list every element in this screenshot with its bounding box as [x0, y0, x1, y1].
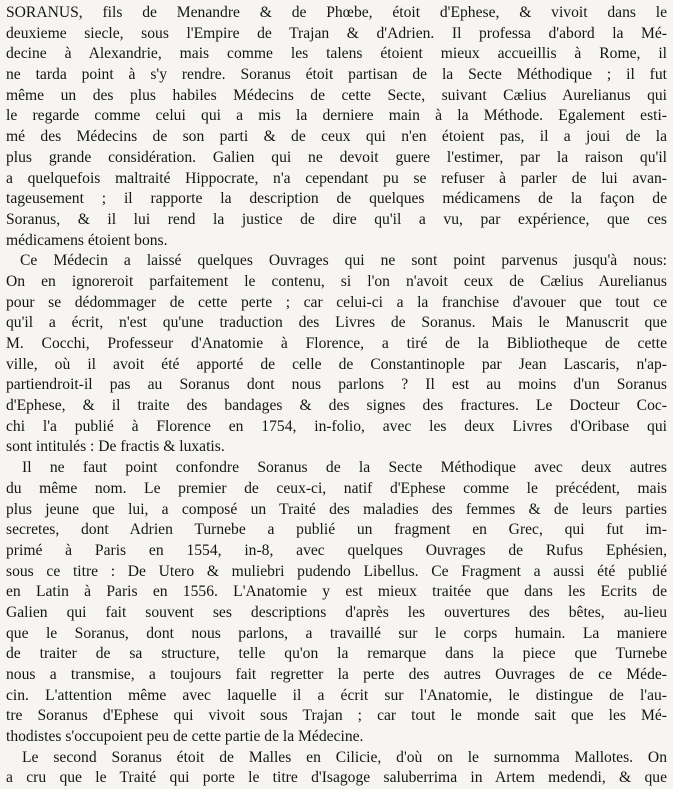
- text-line: chi l'a publié à Florence en 1754, in-folio, avec les deux Livres d'Oribase qui: [6, 417, 667, 435]
- text-line: ne tarda point à s'y rendre. Soranus étoit partisan de la Secte Méthodique ; il fut: [6, 66, 667, 84]
- text-line: primé à Paris en 1554, in-8, avec quelques Ouvrages de Rufus Ephésien,: [6, 541, 667, 559]
- text-line: thodistes s'occupoient peu de cette partie de la Médecine.: [6, 728, 364, 746]
- text-line: a cru que le Traité qui porte le titre d'Isagoge saluberrima in Artem medendi, & que: [6, 769, 667, 787]
- paragraph-3: [6, 458, 667, 748]
- text-line: le regarde comme celui qui a mis la derniere main à la Méthode. Egalement esti-: [6, 107, 667, 125]
- paragraph-2: [6, 251, 667, 458]
- text-line: a quelquefois maltraité Hippocrate, n'a cependant pu se refuser à parler de lui avan-: [6, 169, 667, 187]
- text-line: plus jeune que lui, a composé un Traité des maladies des femmes & de leurs parties: [6, 500, 667, 518]
- paragraph-4: [6, 748, 667, 789]
- text-line: M. Cocchi, Professeur d'Anatomie à Florence, a tiré de la Bibliotheque de cette: [6, 335, 667, 352]
- text-line: sous ce titre : De Utero & muliebri pudendo Libellus. Ce Fragment a aussi été publié: [6, 562, 667, 580]
- text-line: SORANUS, fils de Menandre & de Phœbe, étoit d'Ephese, & vivoit dans le: [6, 4, 667, 21]
- text-line: tre Soranus d'Ephese qui vivoit sous Trajan ; car tout le monde sait que les Mé-: [6, 707, 667, 725]
- text-line: Soranus, & il lui rend la justice de dire qu'il a vu, par expérience, que ces: [6, 210, 667, 228]
- text-line: ville, où il avoit été apporté de celle de Constantinople par Jean Lascaris, n'ap-: [6, 355, 667, 373]
- text-line: partiendroit-il pas au Soranus dont nous parlons ? Il est au moins d'un Soranus: [6, 376, 667, 394]
- text-line: nous a transmise, a toujours fait regretter la perte des autres Ouvrages de ce Méde-: [6, 666, 667, 683]
- text-line: médicamens étoient bons.: [6, 231, 168, 249]
- text-line: Ce Médecin a laissé quelques Ouvrages qui ne sont point parvenus jusqu'à nous:: [20, 252, 667, 270]
- text-line: tageusement ; il rapporte la description de quelques médicamens de la façon de: [6, 190, 667, 208]
- text-line: que le Soranus, dont nous parlons, a travaillé sur le corps humain. La maniere: [6, 624, 667, 642]
- text-line: mé des Médecins de son parti & de ceux qui n'en étoient pas, il a joui de la: [6, 128, 667, 146]
- text-line: Le second Soranus étoit de Malles en Cilicie, d'où on le surnomma Mallotes. On: [22, 748, 667, 766]
- text-line: du même nom. Le premier de ceux-ci, natif d'Ephese comme le précédent, mais: [6, 479, 667, 497]
- text-line: de traiter de sa structure, telle qu'on la remarque dans la piece que Turnebe: [6, 645, 667, 663]
- text-line: cin. L'attention même avec laquelle il a écrit sur l'Anatomie, le distingue de l'au-: [6, 686, 667, 704]
- text-line: Galien qui fait souvent ses descriptions d'après les ouvertures des bêtes, au-lieu: [6, 603, 667, 621]
- text-line: On en ignoreroit parfaitement le contenu, si l'on n'avoit ceux de Cælius Aurelianus: [6, 272, 667, 290]
- text-line: deuxieme siecle, sous l'Empire de Trajan & d'Adrien. Il professa d'abord la Mé-: [6, 24, 667, 42]
- text-line: même un des plus habiles Médecins de cette Secte, suivant Cælius Aurelianus qui: [6, 86, 667, 104]
- text-line: qu'il a écrit, n'est qu'une traduction des Livres de Soranus. Mais le Manuscrit que: [6, 314, 667, 332]
- text-line: plus grande considération. Galien qui ne devoit guere l'estimer, par la raison qu'il: [6, 148, 667, 166]
- text-line: Il ne faut point confondre Soranus de la Secte Méthodique avec deux autres: [22, 459, 667, 477]
- text-line: pour se dédommager de cette perte ; car celui-ci a la franchise d'avouer que tout ce: [6, 293, 667, 311]
- text-line: decine à Alexandrie, mais comme les talens étoient mieux accueillis à Rome, il: [6, 45, 667, 63]
- paragraph-1: [6, 3, 667, 251]
- text-line: secretes, dont Adrien Turnebe a publié un fragment en Grec, qui fut im-: [6, 521, 667, 539]
- text-line: en Latin à Paris en 1556. L'Anatomie y est mieux traitée que dans les Ecrits de: [6, 583, 667, 601]
- text-line: sont intitulés : De fractis & luxatis.: [6, 438, 225, 456]
- text-line: d'Ephese, & il traite des bandages & des signes des fractures. Le Docteur Coc-: [6, 397, 667, 415]
